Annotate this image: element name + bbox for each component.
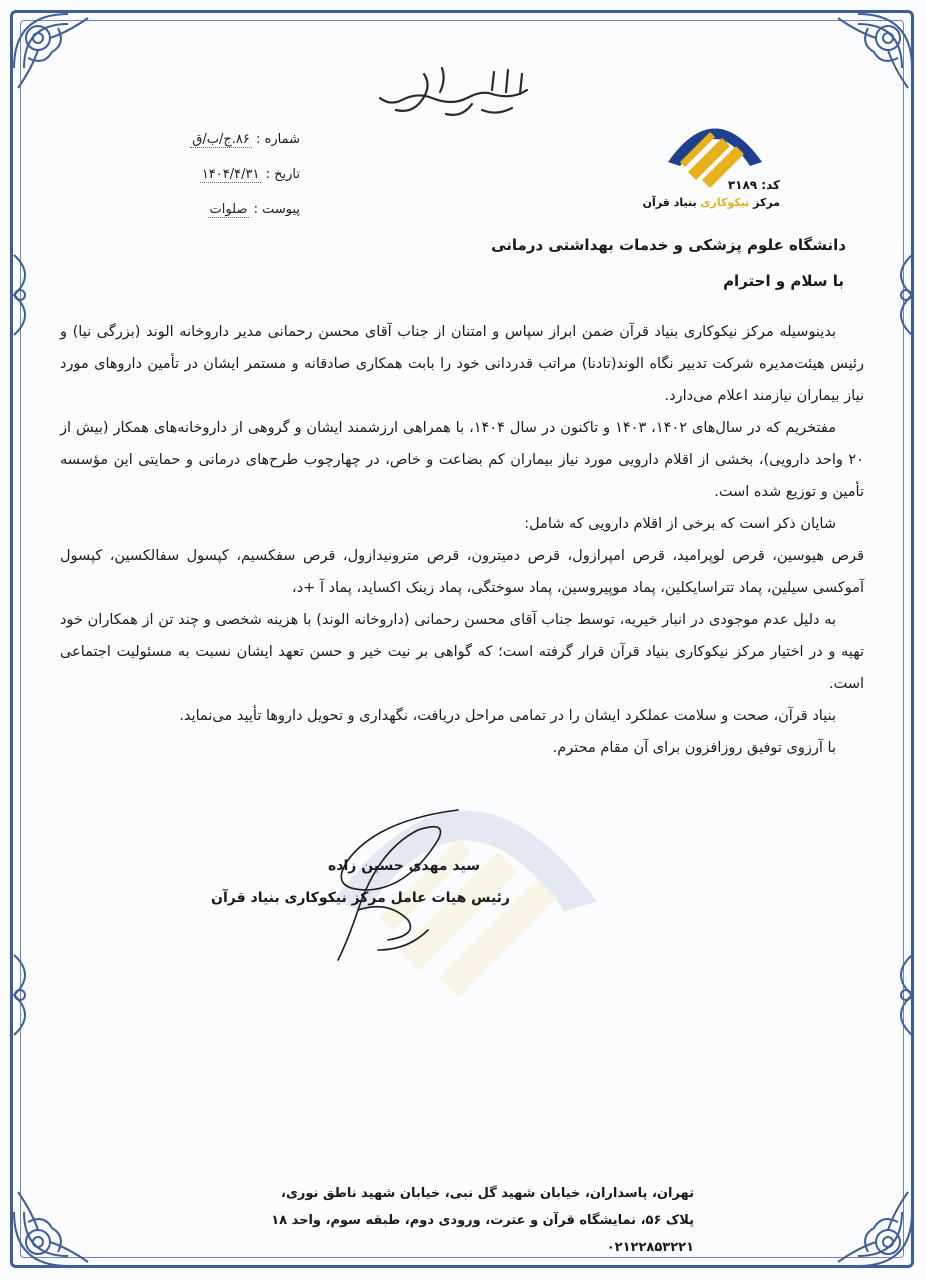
body-paragraph-3: شایان ذکر است که برخی از اقلام دارویی که شامل:: [524, 516, 836, 532]
address-line-2: پلاک ۵۶، نمایشگاه قرآن و عترت، ورودی دوم، طبقه سوم، واحد ۱۸: [271, 1213, 694, 1228]
body-paragraph-6: با آرزوی توفیق روزافزون برای آن مقام محترم.: [552, 740, 836, 756]
body-paragraph-5: بنیاد قرآن، صحت و سلامت عملکرد ایشان را در تمامی مراحل دریافت، نگهداری و تحویل داروها تأیید می‌نماید.: [179, 708, 836, 724]
number-label: شماره :: [256, 132, 300, 147]
letter-greeting: با سلام و احترام: [723, 272, 844, 290]
signatory-name: سید مهدی حسین زاده: [328, 858, 480, 874]
footer-address: [271, 1180, 694, 1261]
corner-ornament-bottom-right: [798, 1152, 918, 1272]
body-paragraph-1: بدینوسیله مرکز نیکوکاری بنیاد قرآن ضمن ابراز سپاس و امتنان از جناب آقای محسن رحمانی مدیر داروخانه الوند (بزرگی نیا) و رئیس هیئت‌مدیره شرکت تدبیر نگاه الوند(تادنا) مراتب قدردانی خود را بابت همکاری صادقانه و مستمر ایشان در تأمین داروهای مورد نیاز بیماران نیازمند اعلام می‌دارد.: [60, 324, 864, 404]
meta-date-row: [130, 157, 300, 192]
side-ornament-right: [884, 250, 920, 340]
attachment-value: صلوات: [209, 202, 248, 217]
organization-logo: [660, 100, 770, 190]
body-paragraph-2: مفتخریم که در سال‌های ۱۴۰۲، ۱۴۰۳ و تاکنون در سال ۱۴۰۴، با همراهی ارزشمند ایشان و گروهی از داروخانه‌های همکار (بیش از ۲۰ واحد دارویی)، بخشی از اقلام دارویی مورد نیاز بیماران کم بضاعت و خاص، در چهارچوب طرح‌های درمانی و حمایتی این مؤسسه تأمین و توزیع شده است.: [60, 420, 864, 500]
meta-number-row: [130, 122, 300, 157]
corner-ornament-top-left: [8, 8, 128, 128]
logo-name-accent: نیکوکاری: [700, 196, 750, 209]
letter-meta: [130, 122, 300, 227]
attachment-label: پیوست :: [253, 202, 300, 217]
letter-addressee: دانشگاه علوم پزشکی و خدمات بهداشتی درمانی: [491, 236, 846, 254]
side-ornament-left: [6, 250, 42, 340]
logo-code: کد: ۳۱۸۹: [727, 178, 780, 192]
body-medicine-list: قرص هیوسین، قرص لوپرامید، قرص امپرازول، قرص دمیترون، قرص مترونیدازول، قرص سفکسیم، کپسول سفالکسین، کپسول آموکسی سیلین، پماد تتراسایکلین، پماد موپیروسین، پماد سوختگی، پماد زینک اکساید، پماد آ +د،: [60, 548, 864, 596]
signatory-title: رئیس هیات عامل مرکز نیکوکاری بنیاد قرآن: [211, 890, 510, 906]
phone-number: ۰۲۱۲۲۸۵۳۲۲۱: [606, 1240, 694, 1255]
address-line-1: تهران، پاسداران، خیابان شهید گل نبی، خیابان شهید ناطق نوری،: [281, 1186, 694, 1201]
corner-ornament-top-right: [798, 8, 918, 128]
date-label: تاریخ :: [265, 167, 300, 182]
letter-body: [60, 316, 864, 764]
bismillah-text: بسم الله الرحمن الرحیم: [372, 60, 383, 61]
side-ornament-left-lower: [6, 950, 42, 1040]
bismillah-calligraphy: [372, 60, 537, 122]
logo-name: [640, 196, 780, 209]
body-paragraph-4: به دلیل عدم موجودی در انبار خیریه، توسط جناب آقای محسن رحمانی (داروخانه الوند) با هزینه شخصی و چند تن از همکاران خود تهیه و در اختیار مرکز نیکوکاری بنیاد قرآن قرار گرفته است؛ که گواهی بر نیت خیر و حسن تعهد ایشان نسبت به مسئولیت اجتماعی است.: [60, 612, 864, 692]
side-ornament-right-lower: [884, 950, 920, 1040]
handwritten-signature: [318, 800, 478, 970]
logo-name-suffix: بنیاد قرآن: [642, 196, 701, 209]
number-value: ۸۶.ج/ب/ق: [192, 132, 250, 147]
logo-name-prefix: مرکز: [749, 196, 780, 209]
corner-ornament-bottom-left: [8, 1152, 128, 1272]
date-value: ۱۴۰۴/۴/۳۱: [201, 167, 260, 182]
meta-attachment-row: [130, 192, 300, 227]
